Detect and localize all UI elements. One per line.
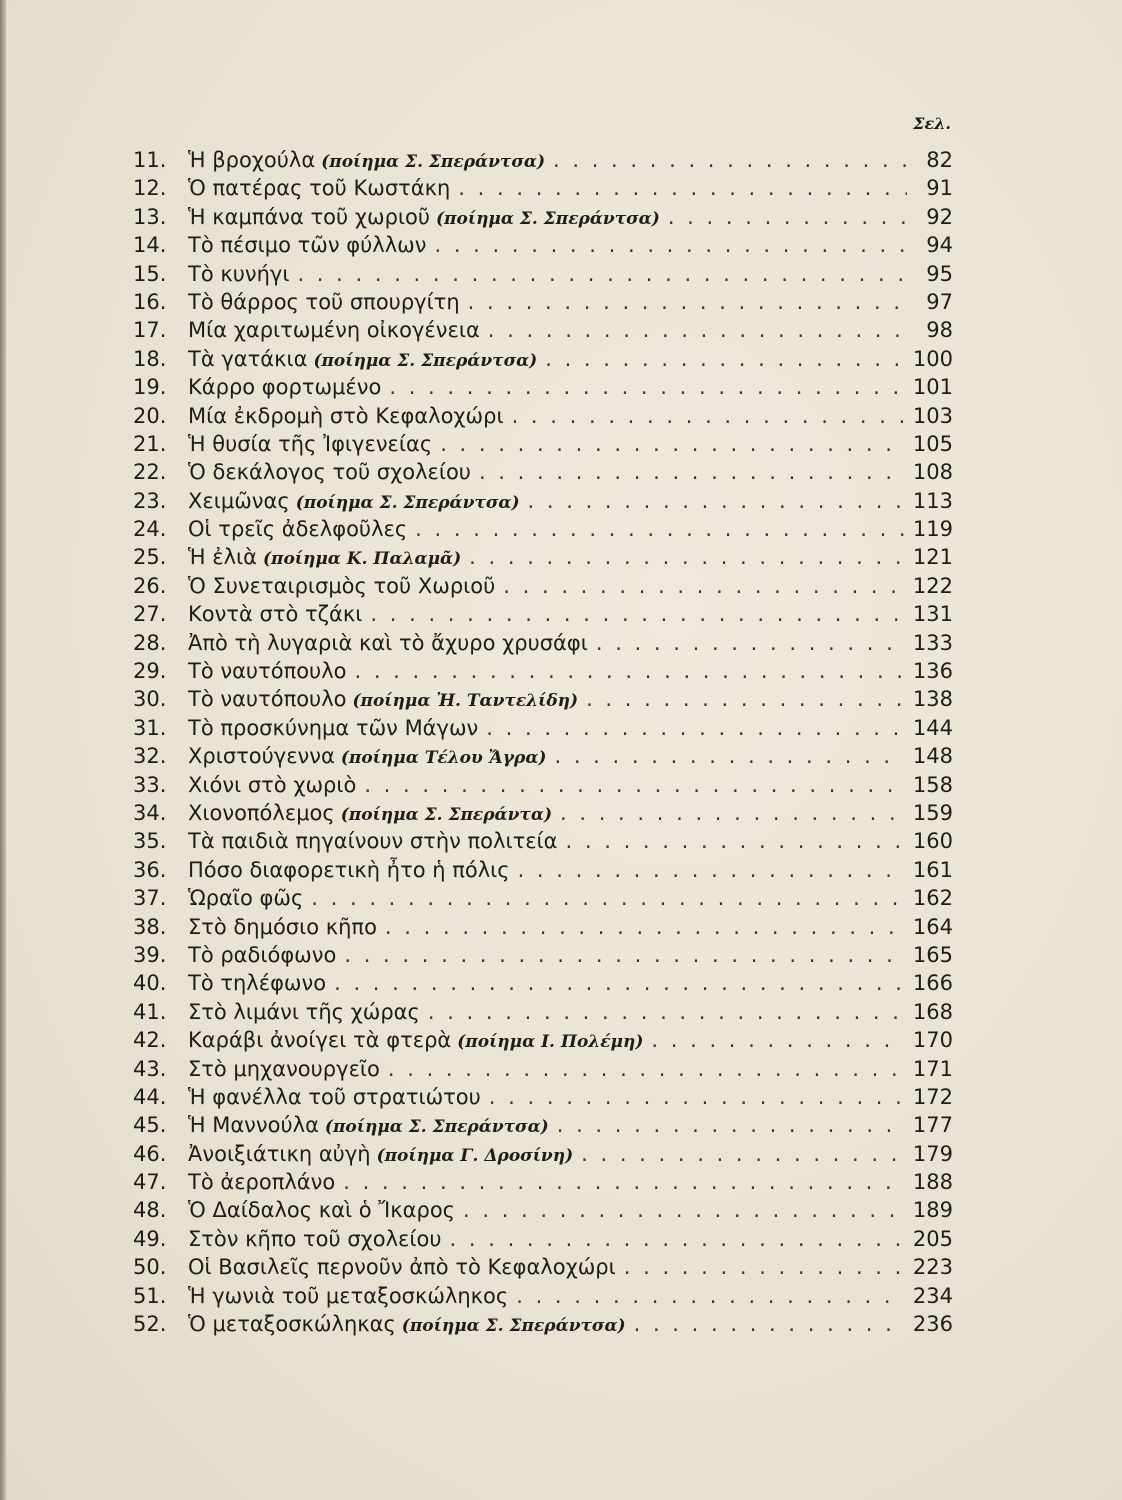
toc-entry-number: 17. [133,318,167,343]
dot-leader [450,1225,905,1253]
toc-entry [133,629,953,657]
toc-entry-title: Χιονοπόλεμος [188,800,335,825]
toc-entry-number: 50. [133,1255,167,1280]
dot-leader [518,856,905,884]
toc-entry-number: 35. [133,829,167,854]
toc-entry-page: 171 [912,1056,953,1081]
toc-entry-note: (ποίημα Ι. Πολέμη) [457,1032,644,1053]
toc-entry-page: 162 [912,886,953,911]
toc-entry-number: 49. [133,1226,167,1251]
toc-entry [133,714,953,742]
toc-entry-page: 170 [912,1028,953,1053]
toc-entry [133,884,953,912]
toc-entry-page: 159 [912,800,953,825]
toc-entry-page: 223 [912,1255,953,1280]
toc-entry-page: 168 [912,999,953,1024]
dot-leader [334,969,905,997]
toc-entry-number: 23. [133,488,167,513]
toc-entry-page: 172 [912,1084,953,1109]
toc-entry-title: Μία χαριτωμένη οἰκογένεια [188,318,480,343]
toc-entry [133,771,953,799]
dot-leader [434,231,907,259]
toc-entry-number: 18. [133,346,167,371]
toc-entry [133,1083,953,1111]
toc-entry-title: Στὸ λιμάνι τῆς χώρας [188,999,420,1024]
toc-entry [133,856,953,884]
dot-leader [343,1168,905,1196]
dot-leader [634,1310,905,1338]
toc-entry-title: Ὁ μεταξοσκώληκας [188,1312,396,1337]
toc-entry-title: Καράβι ἀνοίγει τὰ φτερὰ [188,1028,452,1053]
dot-leader [512,402,905,430]
toc-entry-number: 19. [133,375,167,400]
toc-entry [133,685,953,713]
toc-entry [133,969,953,997]
toc-entry-number: 39. [133,942,167,967]
toc-entry-page: 98 [926,318,953,343]
toc-entry-page: 121 [912,545,953,570]
toc-entry-number: 21. [133,431,167,456]
toc-entry-note: (ποίημα Ἠ. Ταντελίδη) [352,691,579,712]
dot-leader [488,316,907,344]
toc-entry-number: 25. [133,545,167,570]
toc-entry-title: Οἱ Βασιλεῖς περνοῦν ἀπὸ τὸ Κεφαλοχώρι [188,1255,616,1280]
toc-entry-title: Ἀπὸ τὴ λυγαριὰ καὶ τὸ ἄχυρο χρυσάφι [188,630,588,655]
toc-entry [133,600,953,628]
toc-entry [133,998,953,1026]
toc-entry [133,1310,953,1338]
toc-entry-page: 234 [912,1283,953,1308]
toc-entry-title: Τὰ παιδιὰ πηγαίνουν στὴν πολιτεία [188,829,558,854]
toc-entry [133,1196,953,1224]
toc-entry-number: 22. [133,460,167,485]
toc-entry-number: 52. [133,1312,167,1337]
toc-entry [133,260,953,288]
toc-entry-title: Στὸ μηχανουργεῖο [188,1056,380,1081]
toc-entry-page: 166 [912,971,953,996]
dot-leader [385,913,905,941]
toc-entry-number: 40. [133,971,167,996]
toc-entry-number: 15. [133,261,167,286]
toc-entry-page: 105 [912,431,953,456]
toc-entry-title: Ὁ Συνεταιρισμὸς τοῦ Χωριοῦ [188,573,496,598]
toc-entry-title: Κοντὰ στὸ τζάκι [188,602,363,627]
toc-entry-number: 13. [133,204,167,229]
page-binding-edge [0,0,6,1500]
toc-entry-note: (ποίημα Σ. Σπεράντσα) [324,1117,549,1138]
dot-leader [596,629,905,657]
toc-entry-page: 92 [926,204,953,229]
toc-entry [133,345,953,373]
toc-entry-page: 188 [912,1170,953,1195]
toc-entry-note: (ποίημα Κ. Παλαμᾶ) [262,549,462,570]
toc-entry-number: 51. [133,1283,167,1308]
dot-leader [586,685,905,713]
toc-entry-number: 48. [133,1198,167,1223]
toc-entry [133,572,953,600]
toc-entry [133,203,953,231]
toc-entry-title: Τὸ προσκύνημα τῶν Μάγων [188,715,479,740]
toc-entry-number: 46. [133,1141,167,1166]
toc-entry-title: Χειμῶνας [188,488,290,513]
toc-entry-page: 101 [912,375,953,400]
toc-entry-number: 14. [133,233,167,258]
toc-entry-page: 119 [912,517,953,542]
toc-entry [133,657,953,685]
toc-entry [133,742,953,770]
toc-entry-note: (ποίημα Σ. Σπεράντσα) [321,152,545,172]
toc-entry [133,373,953,401]
toc-entry-number: 34. [133,800,167,825]
dot-leader [311,884,905,912]
toc-entry-title: Χριστούγεννα [188,744,335,769]
dot-leader [354,657,904,685]
toc-entry-title: Τὰ γατάκια [188,346,308,371]
toc-entry [133,430,953,458]
toc-entry-number: 41. [133,999,167,1024]
dot-leader [479,458,905,486]
toc-entry-number: 29. [133,659,167,684]
toc-entry [133,1111,953,1139]
dot-leader [516,1282,905,1310]
toc-entry-title: Οἱ τρεῖς ἀδελφοῦλες [188,517,408,542]
dot-leader [554,742,904,770]
toc-entry [133,1168,953,1196]
toc-entry-title: Ἡ Μαννούλα [188,1113,319,1138]
toc-entry-page: 158 [912,772,953,797]
toc-entry [133,827,953,855]
dot-leader [415,515,905,543]
toc-entry-note: (ποίημα Σ. Σπεράντσα) [313,350,538,371]
dot-leader [370,600,905,628]
toc-entry-title: Ὁ δεκάλογος τοῦ σχολείου [188,460,471,485]
toc-entry [133,458,953,486]
toc-entry [133,1225,953,1253]
toc-entry-title: Χιόνι στὸ χωριὸ [188,772,357,797]
toc-entry [133,402,953,430]
dot-leader [468,288,907,316]
toc-entry-number: 36. [133,857,167,882]
toc-entry-page: 164 [912,914,953,939]
toc-entry-page: 189 [912,1198,953,1223]
toc-entry-page: 148 [912,744,953,769]
toc-entry-title: Τὸ τηλέφωνο [188,971,327,996]
toc-entry-note: (ποίημα Γ. Δροσίνη) [376,1145,574,1166]
toc-entry-title: Ἡ γωνιὰ τοῦ μεταξοσκώληκος [188,1283,509,1308]
dot-leader [486,714,905,742]
toc-entry [133,316,953,344]
toc-entry-note: (ποίημα Τέλου Ἄγρα) [340,748,547,769]
dot-leader [557,1111,905,1139]
toc-entry-page: 95 [926,261,953,286]
toc-entry-page: 161 [912,857,953,882]
toc-entry [133,1055,953,1083]
toc-entry-number: 44. [133,1084,167,1109]
toc-entry-title: Μία ἐκδρομὴ στὸ Κεφαλοχώρι [188,403,504,428]
dot-leader [668,203,907,231]
toc-entry-page: 236 [912,1312,953,1337]
toc-entry-page: 82 [926,148,953,172]
dot-leader [566,827,905,855]
toc-entry-number: 16. [133,289,167,314]
toc-entry-page: 122 [912,573,953,598]
toc-entry-number: 27. [133,602,167,627]
toc-entry-page: 94 [926,233,953,258]
toc-entry-page: 91 [926,176,953,201]
dot-leader [624,1253,905,1281]
toc-entry-title: Ἀνοιξιάτικη αὐγὴ [188,1141,371,1166]
toc-entry-number: 24. [133,517,167,542]
page-column-label: Σελ. [913,114,951,133]
dot-leader [463,1196,905,1224]
toc-entry-title: Στὸν κῆπο τοῦ σχολείου [188,1226,442,1251]
toc-entry-number: 45. [133,1113,167,1138]
dot-leader [528,487,905,515]
toc-entry-title: Στὸ δημόσιο κῆπο [188,914,377,939]
dot-leader [440,430,905,458]
toc-entry-number: 38. [133,914,167,939]
toc-entry [133,515,953,543]
toc-entry-number: 28. [133,630,167,655]
toc-entry-number: 31. [133,715,167,740]
dot-leader [469,543,905,571]
toc-entry-title: Τὸ θάρρος τοῦ σπουργίτη [188,289,460,314]
toc-entry [133,1253,953,1281]
dot-leader [389,373,905,401]
toc-entry [133,941,953,969]
toc-entry [133,1026,953,1054]
toc-entry-note: (ποίημα Σ. Σπεράντα) [340,804,552,825]
toc-entry [133,913,953,941]
toc-entry-title: Ὡραῖο φῶς [188,886,304,911]
dot-leader [560,799,905,827]
toc-entry-page: 100 [912,346,953,371]
toc-entry-page: 103 [912,403,953,428]
toc-entry-title: Ὁ Δαίδαλος καὶ ὁ Ἴκαρος [188,1198,455,1223]
toc-entry-number: 43. [133,1056,167,1081]
toc-entry [133,288,953,316]
toc-entry-title: Τὸ κυνήγι [188,261,290,286]
toc-entry-number: 32. [133,744,167,769]
dot-leader [545,345,905,373]
toc-entry [133,174,953,202]
toc-entry-page: 108 [912,460,953,485]
toc-entry-page: 144 [912,715,953,740]
toc-entry [133,231,953,259]
toc-entry-title: Τὸ ἀεροπλάνο [188,1170,336,1195]
toc-entry-number: 30. [133,687,167,712]
toc-entry-title: Ἡ φανέλλα τοῦ στρατιώτου [188,1084,481,1109]
toc-entry [133,799,953,827]
toc-entry-page: 165 [912,942,953,967]
toc-entry-page: 160 [912,829,953,854]
toc-entry [133,487,953,515]
toc-entry-number: 12. [133,176,167,201]
toc-entry [133,543,953,571]
toc-entry-title: Τὸ ναυτόπουλο [188,659,347,684]
toc-entry-number: 33. [133,772,167,797]
dot-leader [364,771,905,799]
toc-entry [133,1140,953,1168]
toc-entry-note: (ποίημα Σ. Σπεράντσα) [295,492,520,513]
toc-entry-note: (ποίημα Σ. Σπεράντσα) [401,1316,626,1337]
dot-leader [651,1026,905,1054]
toc-entry-title: Πόσο διαφορετικὴ ἦτο ἡ πόλις [188,857,510,882]
dot-leader [581,1140,905,1168]
dot-leader [297,260,907,288]
toc-entry-title: Ἡ θυσία τῆς Ἰφιγενείας [188,431,433,456]
table-of-contents [133,146,953,1338]
toc-entry-title: Τὸ πέσιμο τῶν φύλλων [188,233,427,258]
toc-entry-page: 205 [912,1226,953,1251]
dot-leader [503,572,905,600]
toc-entry-page: 97 [926,289,953,314]
toc-entry-title: Ὁ πατέρας τοῦ Κωστάκη [188,176,451,201]
dot-leader [489,1083,905,1111]
toc-entry-title: Ἡ ἐλιὰ [188,545,257,570]
toc-entry-title: Ἡ βροχούλα [188,148,316,172]
toc-entry-page: 113 [912,488,953,513]
toc-entry-number: 11. [133,148,167,172]
toc-entry-title: Τὸ ναυτόπουλο [188,687,347,712]
toc-entry-number: 26. [133,573,167,598]
toc-entry-page: 179 [912,1141,953,1166]
toc-entry-page: 131 [912,602,953,627]
dot-leader [458,174,907,202]
toc-entry [133,1282,953,1310]
toc-entry-number: 42. [133,1028,167,1053]
dot-leader [344,941,905,969]
toc-entry-number: 47. [133,1170,167,1195]
dot-leader [553,146,907,174]
toc-entry-page: 133 [912,630,953,655]
dot-leader [388,1055,905,1083]
toc-entry [133,146,953,174]
toc-entry-page: 138 [912,687,953,712]
toc-entry-title: Ἡ καμπάνα τοῦ χωριοῦ [188,204,431,229]
dot-leader [428,998,905,1026]
toc-entry-note: (ποίημα Σ. Σπεράντσα) [436,208,660,229]
toc-entry-number: 37. [133,886,167,911]
toc-entry-number: 20. [133,403,167,428]
toc-entry-title: Τὸ ραδιόφωνο [188,942,337,967]
toc-entry-page: 136 [912,659,953,684]
toc-entry-title: Κάρρο φορτωμένο [188,375,382,400]
toc-entry-page: 177 [912,1113,953,1138]
